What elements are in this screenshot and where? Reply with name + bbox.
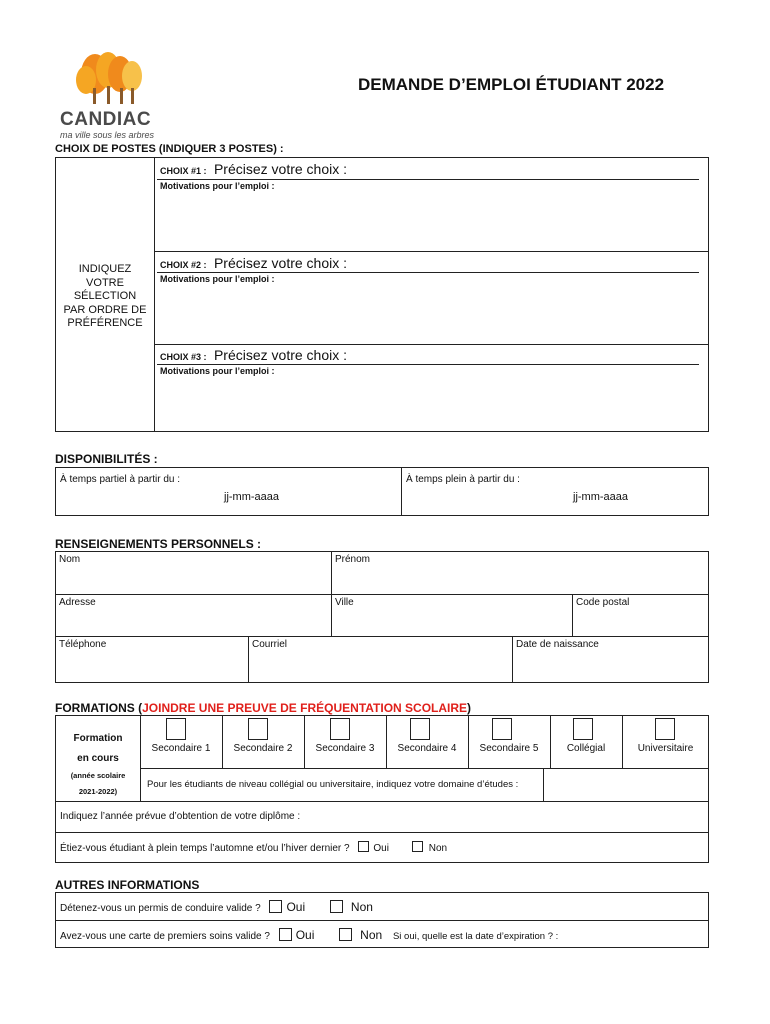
secondaire-5-checkbox[interactable]	[492, 718, 512, 740]
courriel-field[interactable]: Courriel	[252, 639, 288, 650]
code-postal-field[interactable]: Code postal	[576, 597, 630, 608]
personnels-section	[55, 551, 709, 683]
level-secondaire-1[interactable]: Secondaire 1	[140, 715, 222, 768]
choix-1-label: CHOIX #1 :	[160, 166, 207, 176]
preuve-scolaire-note: JOINDRE UNE PREUVE DE FRÉQUENTATION SCOLAIRE	[142, 701, 468, 715]
collegial-checkbox[interactable]	[573, 718, 593, 740]
choix-2-input[interactable]: Précisez votre choix :	[213, 255, 348, 271]
choix-3-input[interactable]: Précisez votre choix :	[213, 347, 348, 363]
annee-diplome-field[interactable]: Indiquez l’année prévue d’obtention de votre diplôme :	[60, 811, 301, 822]
temps-partiel-label: À temps partiel à partir du :	[60, 474, 181, 485]
secondaire-1-checkbox[interactable]	[166, 718, 186, 740]
level-secondaire-3[interactable]: Secondaire 3	[304, 715, 386, 768]
level-secondaire-2[interactable]: Secondaire 2	[222, 715, 304, 768]
choix-side-label: INDIQUEZ VOTRE SÉLECTION PAR ORDRE DE PRÉFÉRENCE	[63, 263, 147, 329]
level-secondaire-4[interactable]: Secondaire 4	[386, 715, 468, 768]
secondaire-4-checkbox[interactable]	[410, 718, 430, 740]
formation-label: Formation en cours	[73, 733, 123, 764]
formations-heading: FORMATIONS (JOINDRE UNE PREUVE DE FRÉQUENTATION SCOLAIRE)	[55, 701, 472, 715]
choix-3[interactable]	[160, 347, 347, 365]
choix-heading: CHOIX DE POSTES (INDIQUER 3 POSTES) :	[55, 143, 284, 155]
prenom-field[interactable]: Prénom	[335, 554, 371, 565]
permis-question: Détenez-vous un permis de conduire valide ? Oui Non	[60, 900, 373, 914]
premiers-soins-oui-checkbox[interactable]	[279, 928, 292, 941]
level-collegial[interactable]: Collégial	[550, 715, 622, 768]
premiers-soins-question: Avez-vous une carte de premiers soins valide ? Oui Non Si oui, quelle est la date d’expiration ? :	[60, 928, 559, 942]
plein-temps-oui-checkbox[interactable]	[358, 841, 369, 852]
ville-field[interactable]: Ville	[335, 597, 354, 608]
secondaire-3-checkbox[interactable]	[330, 718, 350, 740]
date-naissance-field[interactable]: Date de naissance	[516, 639, 599, 650]
personnels-heading: RENSEIGNEMENTS PERSONNELS :	[55, 537, 262, 551]
choix-1[interactable]	[160, 161, 347, 179]
adresse-field[interactable]: Adresse	[59, 597, 96, 608]
autres-heading: AUTRES INFORMATIONS	[55, 878, 200, 892]
page-title: DEMANDE D’EMPLOI ÉTUDIANT 2022	[358, 75, 665, 94]
disponibilites-heading: DISPONIBILITÉS :	[55, 452, 158, 466]
telephone-field[interactable]: Téléphone	[59, 639, 107, 650]
expiration-date-field[interactable]: Si oui, quelle est la date d’expiration ? :	[392, 931, 559, 942]
logo-name: CANDIAC	[60, 109, 152, 130]
choix-2-motivation-label: Motivations pour l’emploi :	[160, 274, 275, 284]
plein-temps-non-checkbox[interactable]	[412, 841, 423, 852]
domaine-etudes-label: Pour les étudiants de niveau collégial ou universitaire, indiquez votre domaine d’études :	[147, 779, 519, 790]
permis-oui-checkbox[interactable]	[269, 900, 282, 913]
choix-2[interactable]	[160, 255, 347, 273]
premiers-soins-non-checkbox[interactable]	[339, 928, 352, 941]
logo-tagline: ma ville sous les arbres	[60, 130, 155, 140]
temps-partiel-input[interactable]: jj-mm-aaaa	[224, 491, 280, 503]
temps-plein-input[interactable]: jj-mm-aaaa	[573, 491, 629, 503]
choix-3-motivation-label: Motivations pour l’emploi :	[160, 366, 275, 376]
annee-scolaire-label: (année scolaire 2021-2022)	[70, 771, 126, 796]
choix-1-input[interactable]: Précisez votre choix :	[213, 161, 348, 177]
choix-1-motivation-label: Motivations pour l’emploi :	[160, 181, 275, 191]
temps-plein-label: À temps plein à partir du :	[406, 474, 520, 485]
permis-non-checkbox[interactable]	[330, 900, 343, 913]
choix-3-label: CHOIX #3 :	[160, 352, 207, 362]
level-universitaire[interactable]: Universitaire	[622, 715, 709, 768]
choix-2-label: CHOIX #2 :	[160, 260, 207, 270]
secondaire-2-checkbox[interactable]	[248, 718, 268, 740]
trees-icon	[60, 48, 170, 106]
level-secondaire-5[interactable]: Secondaire 5	[468, 715, 550, 768]
plein-temps-question: Étiez-vous étudiant à plein temps l’automne et/ou l’hiver dernier ? Oui Non	[60, 843, 448, 854]
universitaire-checkbox[interactable]	[655, 718, 675, 740]
candiac-logo	[60, 48, 170, 140]
nom-field[interactable]: Nom	[59, 554, 81, 565]
domaine-etudes-input[interactable]	[544, 769, 708, 800]
